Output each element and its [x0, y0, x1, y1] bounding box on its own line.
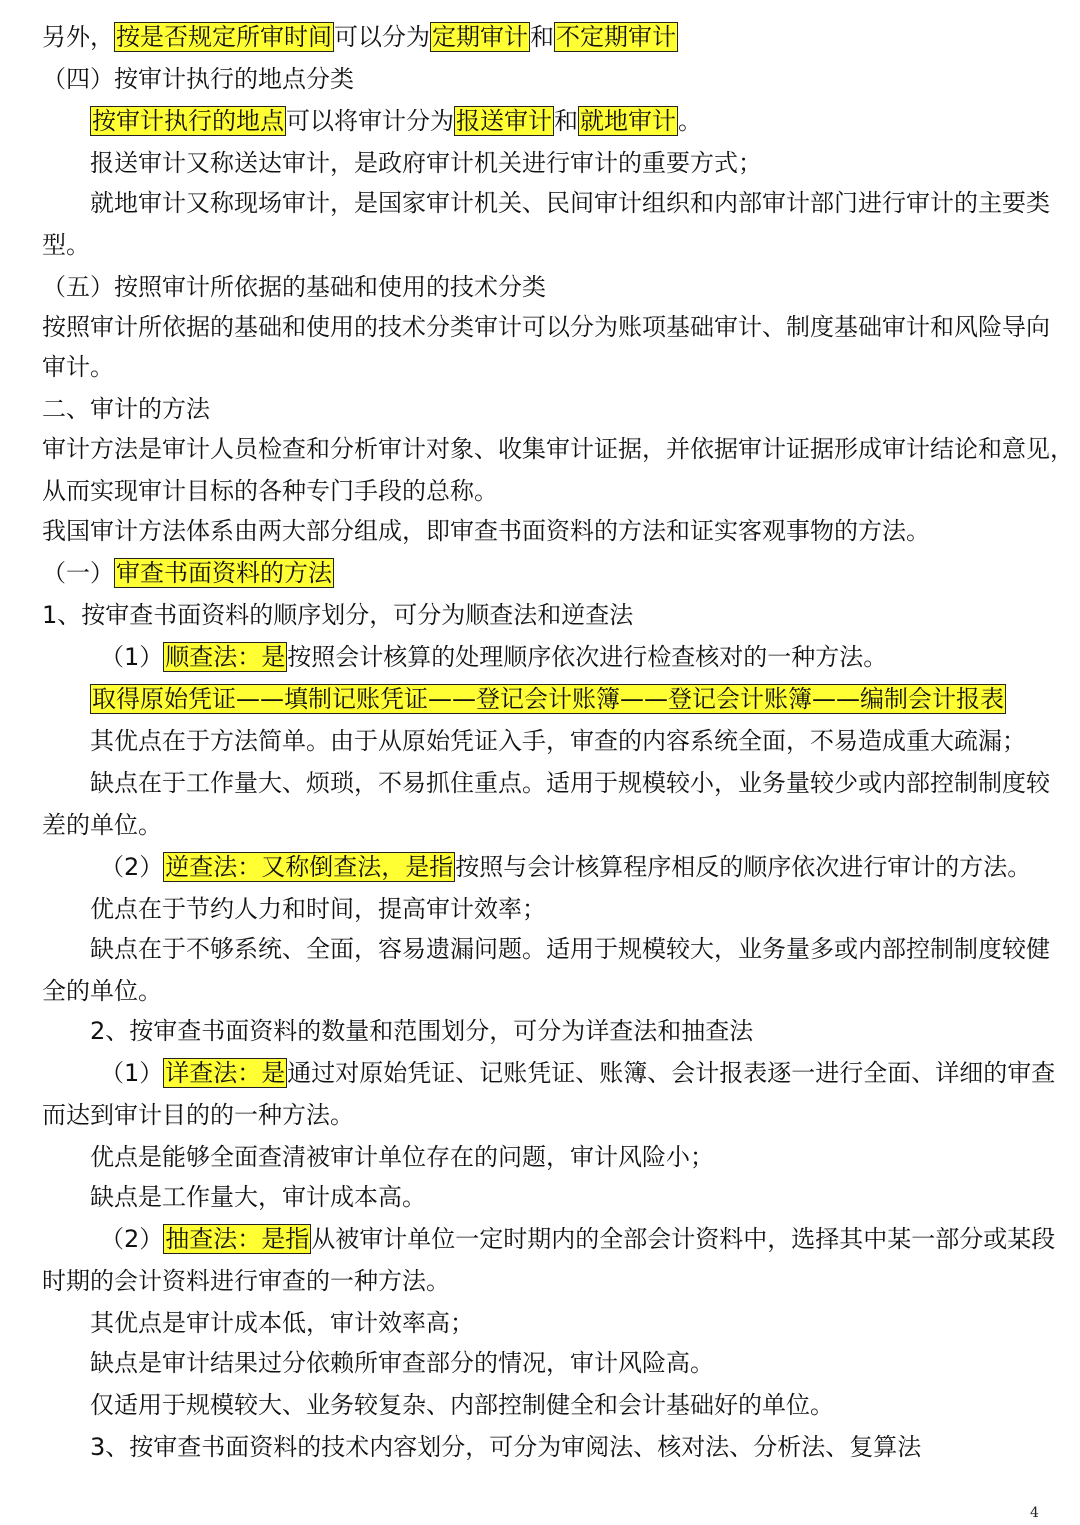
text-segment: 审计方法是审计人员检查和分析审计对象、收集审计证据，并依据审计证据形成审计结论和意见， [42, 435, 1074, 463]
text-segment: 全的单位。 [42, 977, 162, 1005]
text-line [90, 892, 546, 930]
text-line [42, 1098, 354, 1136]
text-segment: 3、按审查书面资料的技术内容划分，可分为审阅法、核对法、分析法、复算法 [90, 1433, 922, 1461]
highlighted-phrase: 定期审计 [432, 23, 528, 51]
text-segment: （2） [100, 1225, 164, 1253]
text-line [90, 1014, 753, 1052]
text-segment: 差的单位。 [42, 811, 162, 839]
text-segment: 而达到审计目的的一种方法。 [42, 1101, 354, 1129]
text-segment: 其优点在于方法简单。由于从原始凭证入手，审查的内容系统全面，不易造成重大疏漏； [90, 727, 1026, 755]
text-line [42, 228, 90, 266]
text-segment: 2、按审查书面资料的数量和范围划分，可分为详查法和抽查法 [90, 1017, 754, 1045]
highlighted-phrase: 不定期审计 [556, 23, 676, 51]
text-segment: 缺点是工作量大，审计成本高。 [90, 1183, 426, 1211]
text-line [90, 146, 762, 184]
highlighted-phrase: 审查书面资料的方法 [116, 559, 332, 587]
text-line [42, 808, 162, 846]
text-line [42, 310, 1050, 348]
text-segment: 其优点是审计成本低，审计效率高； [90, 1309, 474, 1337]
highlighted-phrase: 按审计执行的地点 [92, 107, 284, 135]
text-segment: （五）按照审计所依据的基础和使用的技术分类 [42, 273, 546, 301]
text-line [100, 850, 1031, 888]
text-segment: 从被审计单位一定时期内的全部会计资料中，选择其中某一部分或某段 [311, 1225, 1056, 1253]
highlighted-phrase: 详查法：是 [165, 1059, 286, 1087]
text-line [42, 432, 1074, 470]
text-line [42, 474, 498, 512]
text-segment: 和 [554, 107, 578, 135]
text-line [90, 1180, 426, 1218]
text-segment: 按照审计所依据的基础和使用的技术分类审计可以分为账项基础审计、制度基础审计和风险导向 [42, 313, 1050, 341]
text-segment: 型。 [42, 231, 90, 259]
text-line [100, 640, 887, 678]
highlighted-phrase: 逆查法：又称倒查法，是指 [165, 853, 454, 881]
text-segment: （1） [100, 1059, 164, 1087]
text-line [42, 598, 633, 636]
text-line [42, 974, 162, 1012]
text-line [42, 514, 930, 552]
highlighted-phrase: 按是否规定所审时间 [116, 23, 332, 51]
text-segment: 按照与会计核算程序相反的顺序依次进行审计的方法。 [455, 853, 1032, 881]
text-segment: 报送审计又称送达审计，是政府审计机关进行审计的重要方式； [90, 149, 762, 177]
text-segment: 和 [530, 23, 554, 51]
text-line [42, 270, 546, 308]
text-segment: 缺点在于不够系统、全面，容易遗漏问题。适用于规模较大，业务量多或内部控制制度较健 [90, 935, 1050, 963]
text-segment: （2） [100, 853, 164, 881]
text-segment: （1） [100, 643, 164, 671]
text-line [100, 1222, 1055, 1260]
text-segment: 通过对原始凭证、记账凭证、账簿、会计报表逐一进行全面、详细的审查 [287, 1059, 1056, 1087]
text-segment: 二、审计的方法 [42, 395, 210, 423]
text-line [42, 1264, 450, 1302]
text-line [90, 1140, 714, 1178]
text-line [90, 932, 1050, 970]
text-segment: 。 [678, 107, 702, 135]
text-line [90, 104, 702, 142]
text-segment: 从而实现审计目标的各种专门手段的总称。 [42, 477, 498, 505]
text-segment: 按照会计核算的处理顺序依次进行检查核对的一种方法。 [287, 643, 888, 671]
text-segment: 可以分为 [334, 23, 430, 51]
highlighted-phrase: 报送审计 [456, 107, 552, 135]
text-segment: 1、按审查书面资料的顺序划分，可分为顺查法和逆查法 [42, 601, 634, 629]
highlighted-phrase: 抽查法：是指 [165, 1225, 310, 1253]
text-segment: （一） [42, 559, 114, 587]
text-line [90, 186, 1050, 224]
text-segment: 缺点是审计结果过分依赖所审查部分的情况，审计风险高。 [90, 1349, 714, 1377]
text-segment: 另外， [42, 23, 114, 51]
text-segment: 仅适用于规模较大、业务较复杂、内部控制健全和会计基础好的单位。 [90, 1391, 834, 1419]
text-segment: 审计。 [42, 353, 114, 381]
text-line [90, 1388, 834, 1426]
text-line [90, 766, 1050, 804]
text-segment: 优点是能够全面查清被审计单位存在的问题，审计风险小； [90, 1143, 714, 1171]
text-line [90, 1346, 714, 1384]
text-line [42, 556, 334, 594]
text-segment: 时期的会计资料进行审查的一种方法。 [42, 1267, 450, 1295]
page-number: 4 [1030, 1505, 1039, 1521]
text-line [42, 392, 210, 430]
text-segment: 就地审计又称现场审计，是国家审计机关、民间审计组织和内部审计部门进行审计的主要类 [90, 189, 1050, 217]
text-segment: 可以将审计分为 [286, 107, 454, 135]
highlighted-phrase: 取得原始凭证——填制记账凭证——登记会计账簿——登记会计账簿——编制会计报表 [92, 685, 1004, 713]
text-line [42, 62, 354, 100]
text-segment: 我国审计方法体系由两大部分组成，即审查书面资料的方法和证实客观事物的方法。 [42, 517, 930, 545]
highlighted-phrase: 就地审计 [580, 107, 676, 135]
highlighted-phrase: 顺查法：是 [165, 643, 286, 671]
text-line [90, 1306, 474, 1344]
text-segment: （四）按审计执行的地点分类 [42, 65, 354, 93]
text-line [42, 20, 678, 58]
text-line [90, 1430, 921, 1468]
text-line [90, 682, 1006, 720]
text-line [100, 1056, 1055, 1094]
text-segment: 优点在于节约人力和时间，提高审计效率； [90, 895, 546, 923]
text-line [90, 724, 1026, 762]
text-line [42, 350, 114, 388]
text-segment: 缺点在于工作量大、烦琐，不易抓住重点。适用于规模较小，业务量较少或内部控制制度较 [90, 769, 1050, 797]
